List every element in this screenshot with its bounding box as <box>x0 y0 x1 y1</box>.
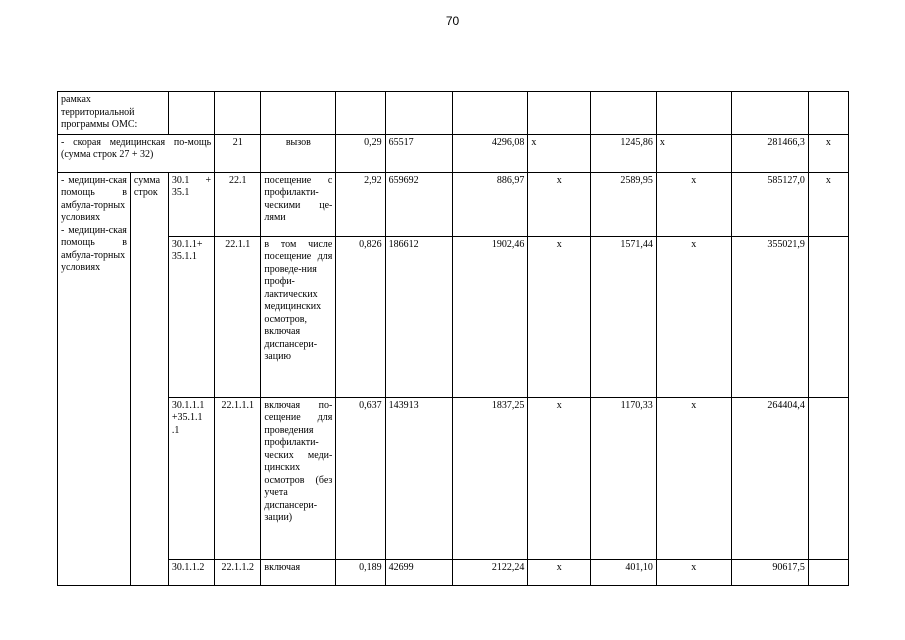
value-cell: 1170,33 <box>591 397 657 559</box>
value-cell: 143913 <box>385 397 453 559</box>
funding-table <box>57 91 849 586</box>
value-cell: х <box>656 559 731 585</box>
value-cell: 2589,95 <box>591 172 657 236</box>
value-cell: х <box>528 172 591 236</box>
value-cell: 65517 <box>385 134 453 172</box>
value-cell: х <box>528 559 591 585</box>
sum-label: сумма строк <box>130 172 168 585</box>
row-ref: 30.1.1+ 35.1.1 <box>168 236 214 397</box>
value-cell: х <box>656 172 731 236</box>
value-cell: 2122,24 <box>453 559 528 585</box>
row-code: 22.1 <box>215 172 261 236</box>
value-cell: х <box>528 397 591 559</box>
value-cell: 1837,25 <box>453 397 528 559</box>
value-cell: 1571,44 <box>591 236 657 397</box>
value-cell: 264404,4 <box>731 397 808 559</box>
value-cell: 281466,3 <box>731 134 808 172</box>
table-row <box>58 172 849 236</box>
value-cell: 0,189 <box>336 559 385 585</box>
value-cell: 659692 <box>385 172 453 236</box>
row-code: 22.1.1 <box>215 236 261 397</box>
value-cell: 42699 <box>385 559 453 585</box>
value-cell: х <box>528 236 591 397</box>
row-label: рамках территориальной программы ОМС: <box>58 92 169 135</box>
value-cell: х <box>528 134 591 172</box>
value-cell: 90617,5 <box>731 559 808 585</box>
value-cell: 1245,86 <box>591 134 657 172</box>
table-row <box>58 559 849 585</box>
group-label: - медицин-ская помощь в амбула-торных условиях - медицин-ская помощь в амбула-торных условиях <box>58 172 131 585</box>
value-cell: 2,92 <box>336 172 385 236</box>
value-cell: 401,10 <box>591 559 657 585</box>
row-label: - скорая медицинская по-мощь (сумма строк 27 + 32) <box>58 134 215 172</box>
value-cell: х <box>656 397 731 559</box>
row-code: 22.1.1.1 <box>215 397 261 559</box>
value-cell: х <box>808 172 848 236</box>
value-cell: х <box>656 236 731 397</box>
value-cell: 0,29 <box>336 134 385 172</box>
value-cell: 355021,9 <box>731 236 808 397</box>
unit-cell: включая по-сещение для проведения профилакти-ческих меди-цинских осмотров (без учета диспансери-зации) <box>261 397 336 559</box>
unit-cell: в том числе посещение для проведе-ния профи-лактических медицинских осмотров, включая диспансери-зацию <box>261 236 336 397</box>
table-row <box>58 134 849 172</box>
value-cell: х <box>808 134 848 172</box>
row-ref: 30.1 + 35.1 <box>168 172 214 236</box>
table-row <box>58 397 849 559</box>
unit-cell: включая <box>261 559 336 585</box>
row-code: 22.1.1.2 <box>215 559 261 585</box>
table-row <box>58 92 849 135</box>
unit-cell: посещение с профилакти-ческими це-лями <box>261 172 336 236</box>
value-cell: 1902,46 <box>453 236 528 397</box>
value-cell: 0,637 <box>336 397 385 559</box>
row-ref: 30.1.1.2 <box>168 559 214 585</box>
table-row <box>58 236 849 397</box>
value-cell: 0,826 <box>336 236 385 397</box>
value-cell: 886,97 <box>453 172 528 236</box>
row-code: 21 <box>215 134 261 172</box>
page-number: 70 <box>445 14 460 28</box>
value-cell: х <box>656 134 731 172</box>
value-cell: 585127,0 <box>731 172 808 236</box>
unit-cell: вызов <box>261 134 336 172</box>
value-cell: 186612 <box>385 236 453 397</box>
row-ref: 30.1.1.1 +35.1.1 .1 <box>168 397 214 559</box>
value-cell: 4296,08 <box>453 134 528 172</box>
